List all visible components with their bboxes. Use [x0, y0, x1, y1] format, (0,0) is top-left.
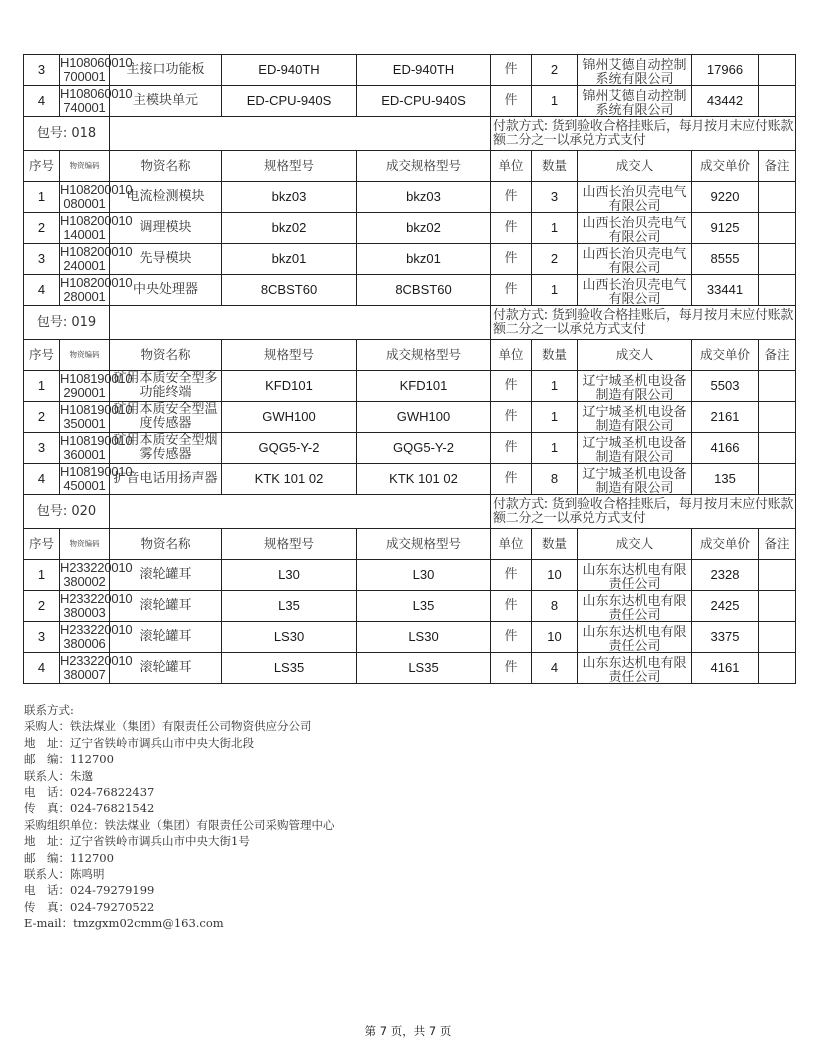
cell-name: 电流检测模块: [110, 182, 222, 213]
table-row: [24, 371, 796, 402]
cell-deal-spec: L30: [357, 560, 491, 591]
contact-line: 采购组织单位：铁法煤业（集团）有限责任公司采购管理中心: [24, 817, 335, 832]
cell-deal-spec: 8CBST60: [357, 275, 491, 306]
cell-note: [759, 86, 796, 117]
cell-code: H108060010 740001: [60, 86, 133, 115]
contact-line: 电 话：024-79279199: [24, 883, 155, 898]
cell-unit: 件: [491, 244, 532, 275]
supplier-text: 辽宁城圣机电设备制造有限公司: [582, 467, 687, 496]
cell-code: H233220010 380002: [60, 560, 133, 589]
package-blank: [110, 117, 491, 151]
cell-code: H233220010 380003: [60, 591, 133, 620]
cell-supplier: [578, 402, 692, 433]
cell-note: [759, 560, 796, 591]
table-row: [24, 55, 796, 86]
cell-code: H108190010 360001: [60, 433, 133, 462]
cell-deal-spec: LS30: [357, 622, 491, 653]
column-header-name: 物资名称: [110, 529, 222, 560]
cell-note: [759, 653, 796, 684]
cell-deal-spec: GWH100: [357, 402, 491, 433]
column-header-code: 物资编码: [60, 151, 110, 182]
table-row: [24, 433, 796, 464]
cell-seq: 4: [24, 86, 60, 117]
supplier-text: 山东东达机电有限责任公司: [582, 656, 687, 685]
cell-code: H233220010 380006: [60, 622, 133, 651]
cell-seq: 2: [24, 591, 60, 622]
table-row: [24, 464, 796, 495]
cell-code: H108190010 290001: [60, 371, 133, 400]
cell-seq: 4: [24, 464, 60, 495]
column-header-unit: 单位: [491, 529, 532, 560]
cell-seq: 3: [24, 433, 60, 464]
cell-note: [759, 182, 796, 213]
cell-unit: 件: [491, 560, 532, 591]
cell-supplier: [578, 622, 692, 653]
column-header-spec: 规格型号: [222, 340, 357, 371]
cell-code: H108190010 350001: [60, 402, 133, 431]
cell-qty: 1: [532, 86, 578, 117]
column-header-code: 物资编码: [60, 529, 110, 560]
column-header-seq: 序号: [24, 529, 60, 560]
package-number: 包号: 020: [24, 495, 110, 529]
procurement-results-table: [23, 54, 796, 684]
contact-line: 传 真：024-79270522: [24, 899, 155, 914]
cell-price: 3375: [692, 622, 759, 653]
cell-deal-spec: L35: [357, 591, 491, 622]
cell-supplier: [578, 86, 692, 117]
cell-seq: 3: [24, 244, 60, 275]
cell-qty: 1: [532, 371, 578, 402]
cell-unit: 件: [491, 591, 532, 622]
contact-line: 联系人：陈鸣明: [24, 867, 105, 882]
cell-price: 17966: [692, 55, 759, 86]
cell-price: 2161: [692, 402, 759, 433]
table-row: [24, 653, 796, 684]
cell-seq: 1: [24, 560, 60, 591]
cell-qty: 10: [532, 560, 578, 591]
cell-spec: ED-940TH: [222, 55, 357, 86]
cell-price: 2425: [692, 591, 759, 622]
package-row: [24, 306, 796, 340]
cell-seq: 2: [24, 213, 60, 244]
supplier-text: 辽宁城圣机电设备制造有限公司: [582, 405, 687, 434]
cell-spec: bkz01: [222, 244, 357, 275]
cell-price: 4166: [692, 433, 759, 464]
cell-name: 主模块单元: [110, 86, 222, 117]
cell-unit: 件: [491, 55, 532, 86]
cell-deal-spec: bkz01: [357, 244, 491, 275]
column-header-code: 物资编码: [60, 340, 110, 371]
cell-qty: 8: [532, 591, 578, 622]
cell-price: 9125: [692, 213, 759, 244]
supplier-text: 辽宁城圣机电设备制造有限公司: [582, 374, 687, 403]
cell-unit: 件: [491, 464, 532, 495]
cell-price: 33441: [692, 275, 759, 306]
supplier-text: 山东东达机电有限责任公司: [582, 625, 687, 654]
cell-price: 9220: [692, 182, 759, 213]
cell-spec: 8CBST60: [222, 275, 357, 306]
cell-code: H233220010 380007: [60, 653, 133, 682]
header-row: [24, 151, 796, 182]
header-row: [24, 529, 796, 560]
cell-spec: LS35: [222, 653, 357, 684]
cell-name: 中央处理器: [110, 275, 222, 306]
cell-deal-spec: KTK 101 02: [357, 464, 491, 495]
cell-seq: 4: [24, 653, 60, 684]
cell-code: H108200010 140001: [60, 213, 133, 242]
contact-info: [24, 702, 335, 932]
cell-spec: KTK 101 02: [222, 464, 357, 495]
column-header-note: 备注: [759, 529, 796, 560]
column-header-deal-spec: 成交规格型号: [357, 340, 491, 371]
cell-name: 矿用本质安全型多功能终端: [110, 371, 222, 402]
table-row: [24, 275, 796, 306]
cell-seq: 1: [24, 182, 60, 213]
cell-name: 扩音电话用扬声器: [110, 464, 222, 495]
cell-unit: 件: [491, 182, 532, 213]
cell-code: H108200010 080001: [60, 182, 133, 211]
supplier-text: 锦州艾德自动控制系统有限公司: [582, 58, 687, 87]
table-row: [24, 591, 796, 622]
column-header-qty: 数量: [532, 151, 578, 182]
column-header-price: 成交单价: [692, 529, 759, 560]
package-blank: [110, 495, 491, 529]
cell-supplier: [578, 182, 692, 213]
cell-deal-spec: ED-CPU-940S: [357, 86, 491, 117]
package-row: [24, 495, 796, 529]
cell-spec: ED-CPU-940S: [222, 86, 357, 117]
cell-price: 4161: [692, 653, 759, 684]
contact-line: 联系方式:: [24, 703, 74, 717]
table-row: [24, 402, 796, 433]
table-row: [24, 560, 796, 591]
cell-note: [759, 275, 796, 306]
cell-unit: 件: [491, 433, 532, 464]
column-header-name: 物资名称: [110, 151, 222, 182]
column-header-supplier: 成交人: [578, 529, 692, 560]
supplier-text: 山西长治贝壳电气有限公司: [582, 247, 687, 276]
column-header-seq: 序号: [24, 151, 60, 182]
cell-qty: 1: [532, 275, 578, 306]
package-number: 包号: 018: [24, 117, 110, 151]
cell-qty: 10: [532, 622, 578, 653]
cell-unit: 件: [491, 653, 532, 684]
cell-note: [759, 433, 796, 464]
cell-spec: L30: [222, 560, 357, 591]
contact-line: E-mail：tmzgxm02cmm@163.com: [24, 916, 224, 931]
column-header-unit: 单位: [491, 340, 532, 371]
cell-note: [759, 213, 796, 244]
contact-line: 传 真：024-76821542: [24, 801, 155, 816]
cell-spec: KFD101: [222, 371, 357, 402]
cell-spec: GQG5-Y-2: [222, 433, 357, 464]
payment-terms: 付款方式: 货到验收合格挂账后，每月按月末应付账款额二分之一以承兑方式支付: [491, 495, 796, 529]
column-header-deal-spec: 成交规格型号: [357, 151, 491, 182]
supplier-text: 锦州艾德自动控制系统有限公司: [582, 89, 687, 118]
cell-supplier: [578, 464, 692, 495]
cell-supplier: [578, 591, 692, 622]
contact-line: 地 址：辽宁省铁岭市调兵山市中央大街1号: [24, 834, 250, 849]
cell-name: 滚轮罐耳: [110, 591, 222, 622]
cell-price: 2328: [692, 560, 759, 591]
cell-deal-spec: LS35: [357, 653, 491, 684]
column-header-deal-spec: 成交规格型号: [357, 529, 491, 560]
table-body: [24, 55, 796, 684]
payment-terms: 付款方式: 货到验收合格挂账后，每月按月末应付账款额二分之一以承兑方式支付: [491, 117, 796, 151]
cell-qty: 2: [532, 55, 578, 86]
supplier-text: 山西长治贝壳电气有限公司: [582, 185, 687, 214]
cell-code: H108200010 240001: [60, 244, 133, 273]
cell-spec: bkz02: [222, 213, 357, 244]
column-header-supplier: 成交人: [578, 340, 692, 371]
supplier-text: 山东东达机电有限责任公司: [582, 594, 687, 623]
column-header-spec: 规格型号: [222, 151, 357, 182]
supplier-text: 山东东达机电有限责任公司: [582, 563, 687, 592]
cell-note: [759, 402, 796, 433]
cell-price: 43442: [692, 86, 759, 117]
cell-spec: GWH100: [222, 402, 357, 433]
cell-deal-spec: bkz03: [357, 182, 491, 213]
column-header-supplier: 成交人: [578, 151, 692, 182]
table-row: [24, 86, 796, 117]
cell-seq: 2: [24, 402, 60, 433]
cell-qty: 1: [532, 433, 578, 464]
column-header-spec: 规格型号: [222, 529, 357, 560]
cell-price: 8555: [692, 244, 759, 275]
cell-seq: 3: [24, 55, 60, 86]
cell-note: [759, 371, 796, 402]
contact-line: 采购人：铁法煤业（集团）有限责任公司物资供应分公司: [24, 719, 312, 734]
cell-deal-spec: KFD101: [357, 371, 491, 402]
contact-line: 联系人：朱邈: [24, 768, 93, 783]
cell-unit: 件: [491, 86, 532, 117]
package-number: 包号: 019: [24, 306, 110, 340]
cell-seq: 1: [24, 371, 60, 402]
cell-qty: 8: [532, 464, 578, 495]
contact-line: 电 话：024-76822437: [24, 785, 155, 800]
cell-note: [759, 55, 796, 86]
cell-qty: 1: [532, 213, 578, 244]
table-row: [24, 182, 796, 213]
cell-supplier: [578, 433, 692, 464]
table-row: [24, 213, 796, 244]
page-footer: 第 7 页，共 7 页: [364, 1024, 452, 1038]
cell-supplier: [578, 213, 692, 244]
column-header-note: 备注: [759, 340, 796, 371]
payment-terms: 付款方式: 货到验收合格挂账后，每月按月末应付账款额二分之一以承兑方式支付: [491, 306, 796, 340]
cell-supplier: [578, 560, 692, 591]
supplier-text: 山西长治贝壳电气有限公司: [582, 278, 687, 307]
cell-code: H108200010 280001: [60, 275, 133, 304]
column-header-qty: 数量: [532, 340, 578, 371]
cell-unit: 件: [491, 402, 532, 433]
cell-name: 滚轮罐耳: [110, 622, 222, 653]
cell-name: 先导模块: [110, 244, 222, 275]
cell-spec: L35: [222, 591, 357, 622]
table-row: [24, 244, 796, 275]
cell-name: 调理模块: [110, 213, 222, 244]
cell-supplier: [578, 244, 692, 275]
cell-unit: 件: [491, 275, 532, 306]
cell-unit: 件: [491, 622, 532, 653]
cell-qty: 2: [532, 244, 578, 275]
contact-line: 邮 编：112700: [24, 850, 114, 865]
cell-deal-spec: bkz02: [357, 213, 491, 244]
cell-unit: 件: [491, 213, 532, 244]
cell-name: 矿用本质安全型温度传感器: [110, 402, 222, 433]
column-header-qty: 数量: [532, 529, 578, 560]
cell-name: 主接口功能板: [110, 55, 222, 86]
cell-qty: 3: [532, 182, 578, 213]
column-header-unit: 单位: [491, 151, 532, 182]
cell-note: [759, 591, 796, 622]
column-header-price: 成交单价: [692, 151, 759, 182]
cell-spec: bkz03: [222, 182, 357, 213]
header-row: [24, 340, 796, 371]
package-blank: [110, 306, 491, 340]
supplier-text: 山西长治贝壳电气有限公司: [582, 216, 687, 245]
package-row: [24, 117, 796, 151]
cell-name: 滚轮罐耳: [110, 560, 222, 591]
cell-code: H108060010 700001: [60, 55, 133, 84]
cell-note: [759, 464, 796, 495]
cell-code: H108190010 450001: [60, 464, 133, 493]
cell-supplier: [578, 653, 692, 684]
cell-note: [759, 622, 796, 653]
contact-line: 地 址：辽宁省铁岭市调兵山市中央大街北段: [24, 735, 254, 750]
column-header-name: 物资名称: [110, 340, 222, 371]
cell-qty: 4: [532, 653, 578, 684]
contact-line: 邮 编：112700: [24, 752, 114, 767]
cell-price: 5503: [692, 371, 759, 402]
cell-deal-spec: GQG5-Y-2: [357, 433, 491, 464]
cell-seq: 4: [24, 275, 60, 306]
cell-qty: 1: [532, 402, 578, 433]
table-row: [24, 622, 796, 653]
cell-unit: 件: [491, 371, 532, 402]
column-header-note: 备注: [759, 151, 796, 182]
cell-price: 135: [692, 464, 759, 495]
cell-supplier: [578, 275, 692, 306]
cell-supplier: [578, 55, 692, 86]
column-header-price: 成交单价: [692, 340, 759, 371]
cell-supplier: [578, 371, 692, 402]
cell-name: 矿用本质安全型烟雾传感器: [110, 433, 222, 464]
cell-deal-spec: ED-940TH: [357, 55, 491, 86]
cell-name: 滚轮罐耳: [110, 653, 222, 684]
cell-seq: 3: [24, 622, 60, 653]
cell-spec: LS30: [222, 622, 357, 653]
cell-note: [759, 244, 796, 275]
supplier-text: 辽宁城圣机电设备制造有限公司: [582, 436, 687, 465]
column-header-seq: 序号: [24, 340, 60, 371]
